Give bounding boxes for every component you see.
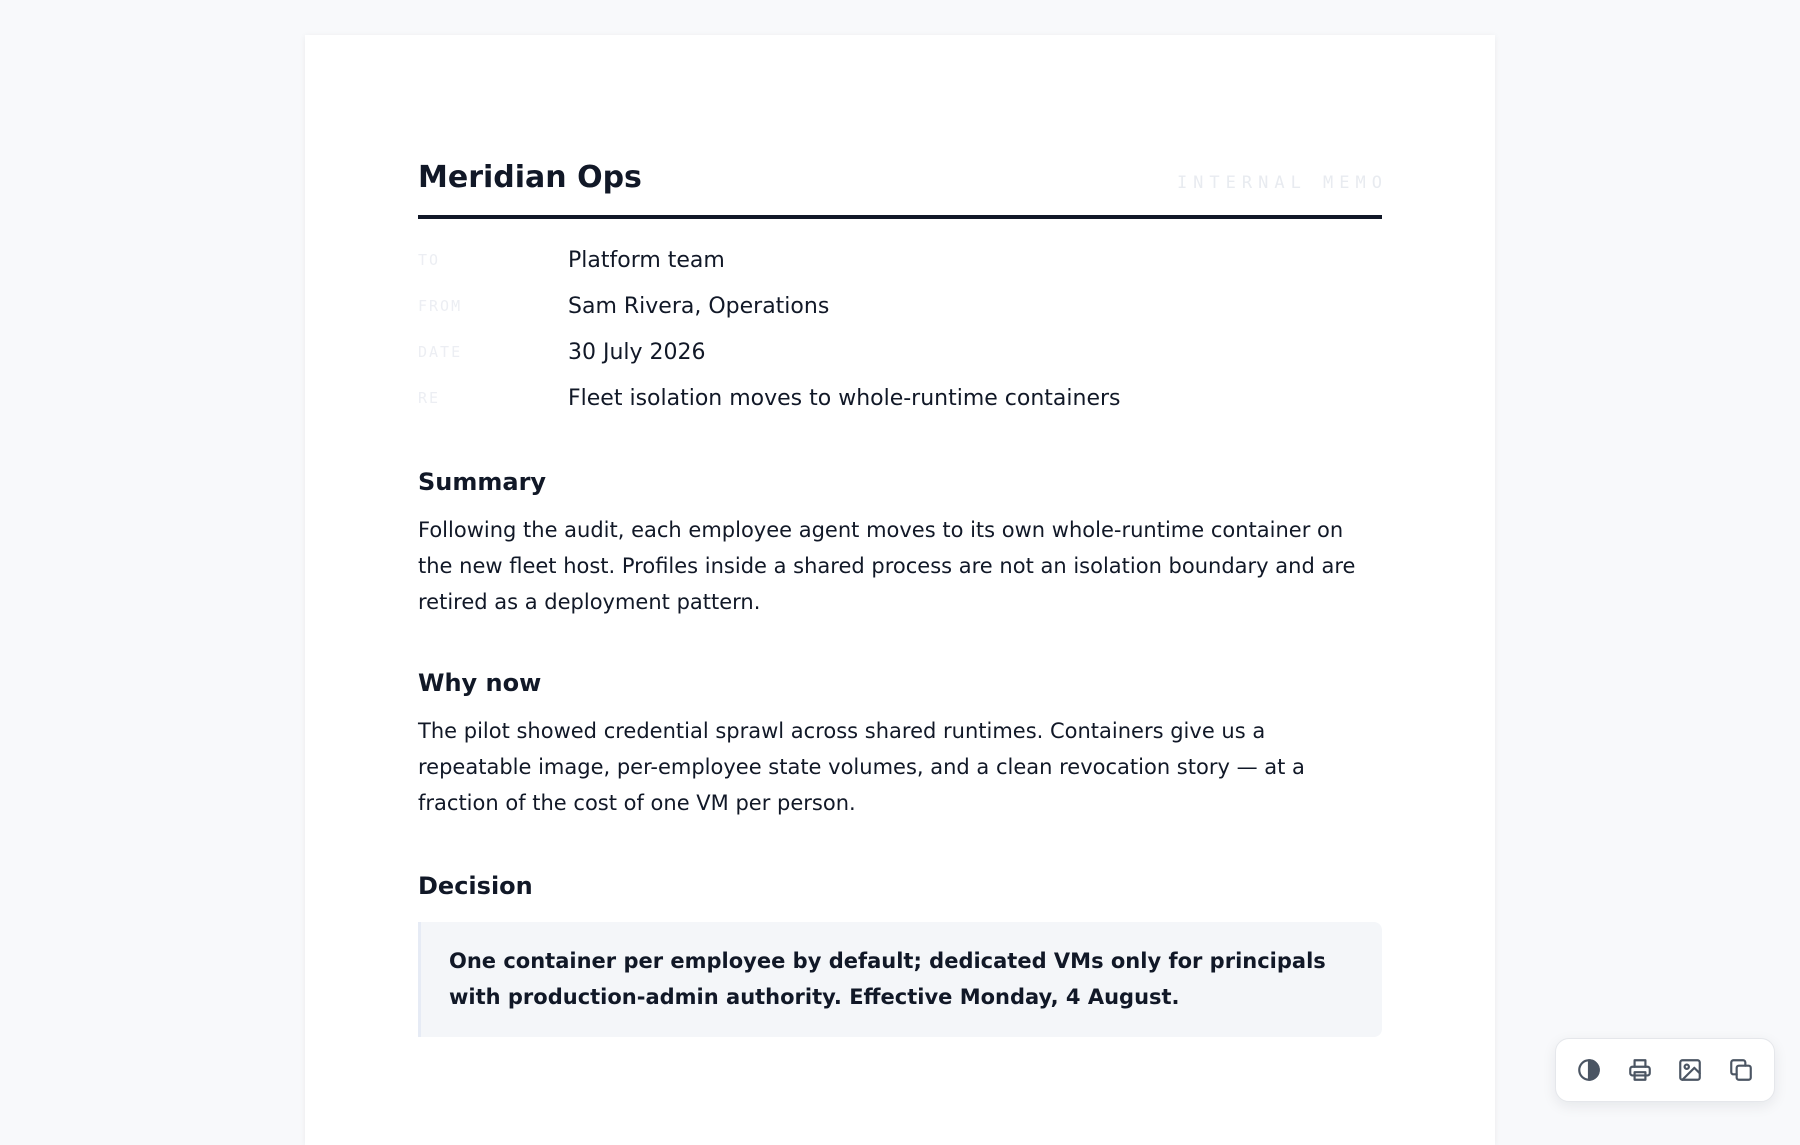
print-button[interactable]: [1620, 1050, 1660, 1090]
floating-toolbar: [1555, 1038, 1775, 1102]
meta-key: TO: [418, 251, 441, 269]
meta-value: Platform team: [568, 248, 725, 273]
doc-kind-label: INTERNAL MEMO: [1176, 173, 1388, 193]
meta-value: 30 July 2026: [568, 340, 706, 365]
memo-content: [418, 155, 1388, 1037]
org-name: Meridian Ops: [418, 160, 642, 195]
meta-key: DATE: [418, 343, 463, 361]
section-title-summary: Summary: [418, 468, 547, 496]
section-title-why-now: Why now: [418, 669, 542, 697]
memo-header: [418, 155, 1388, 219]
export-image-button[interactable]: [1670, 1050, 1710, 1090]
meta-value: Sam Rivera, Operations: [568, 294, 830, 319]
decision-callout: One container per employee by default; dedicated VMs only for principals with production-admin authority. Effective Monday, 4 August.: [418, 922, 1382, 1037]
section-title-decision: Decision: [418, 872, 533, 900]
meta-row-to: [418, 247, 1382, 293]
contrast-icon: [1576, 1057, 1602, 1083]
meta-key: FROM: [418, 297, 463, 315]
print-icon: [1627, 1057, 1653, 1083]
section-body-why-now: The pilot showed credential sprawl across shared runtimes. Containers give us a repeatable image, per-employee state volumes, and a clean revocation story — at a fraction of the cost of one VM per person.: [418, 719, 1305, 815]
meta-row-date: [418, 339, 1382, 385]
image-icon: [1677, 1057, 1703, 1083]
meta-row-from: [418, 293, 1382, 339]
section-body-summary: Following the audit, each employee agent moves to its own whole-runtime container on the new fleet host. Profiles inside a shared process are not an isolation boundary and are retired as a deployment pattern.: [418, 518, 1356, 614]
contrast-toggle-button[interactable]: [1569, 1050, 1609, 1090]
meta-value: Fleet isolation moves to whole-runtime containers: [568, 386, 1121, 411]
meta-key: RE: [418, 389, 441, 407]
memo-page: [305, 35, 1495, 1145]
memo-meta: [418, 247, 1382, 431]
copy-icon: [1728, 1057, 1754, 1083]
copy-button[interactable]: [1721, 1050, 1761, 1090]
meta-row-re: [418, 385, 1382, 431]
